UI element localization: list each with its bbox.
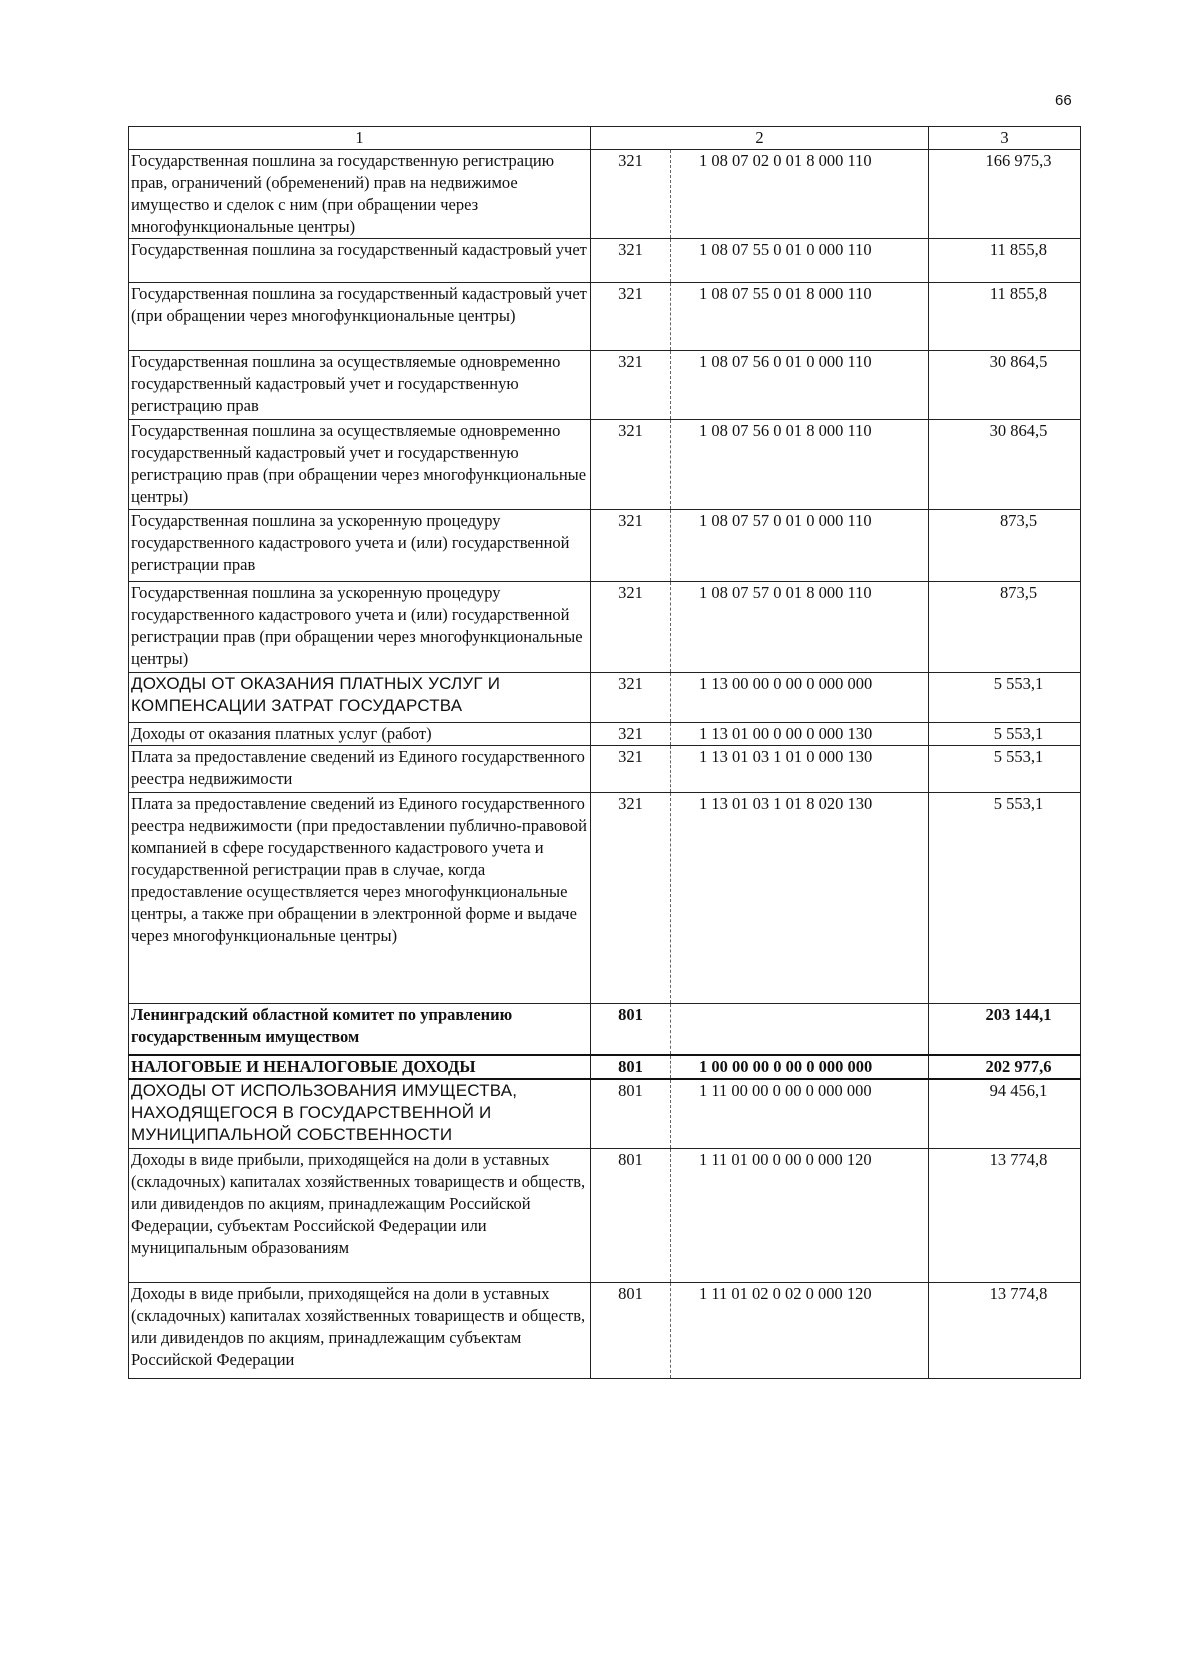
row-description: ДОХОДЫ ОТ ОКАЗАНИЯ ПЛАТНЫХ УСЛУГ И КОМПЕНСАЦИИ ЗАТРАТ ГОСУДАРСТВА [129,673,591,723]
row-admin-code: 321 [591,673,671,723]
row-admin-code: 321 [591,793,671,1004]
header-col-2: 2 [591,127,929,150]
row-amount: 13 774,8 [929,1149,1081,1283]
row-admin-code: 801 [591,1283,671,1379]
row-description: Государственная пошлина за ускоренную процедуру государственного кадастрового учета и (или) государственной регистрации прав (при обращении через многофункциональные центры) [129,582,591,673]
row-admin-code: 801 [591,1055,671,1079]
row-budget-code: 1 08 07 57 0 01 8 000 110 [671,582,929,673]
revenue-table [128,126,1081,1379]
row-amount: 202 977,6 [929,1055,1081,1079]
row-amount: 5 553,1 [929,746,1081,793]
row-budget-code: 1 00 00 00 0 00 0 000 000 [671,1055,929,1079]
table-row [129,1004,1081,1055]
row-admin-code: 321 [591,582,671,673]
row-description: Государственная пошлина за государственную регистрацию прав, ограничений (обременений) прав на недвижимое имущество и сделок с ним (при обращении через многофункциональные центры) [129,150,591,239]
row-description: Государственная пошлина за государственный кадастровый учет (при обращении через многофункциональные центры) [129,283,591,351]
table-row [129,1055,1081,1079]
table-row [129,582,1081,673]
table-row [129,673,1081,723]
row-budget-code [671,1004,929,1055]
row-description: Доходы от оказания платных услуг (работ) [129,723,591,746]
row-admin-code: 321 [591,420,671,510]
row-budget-code: 1 08 07 56 0 01 8 000 110 [671,420,929,510]
table-row [129,510,1081,582]
row-budget-code: 1 08 07 02 0 01 8 000 110 [671,150,929,239]
table-row [129,420,1081,510]
row-amount: 11 855,8 [929,283,1081,351]
row-budget-code: 1 08 07 57 0 01 0 000 110 [671,510,929,582]
row-admin-code: 321 [591,746,671,793]
row-admin-code: 321 [591,150,671,239]
row-amount: 203 144,1 [929,1004,1081,1055]
table-row [129,793,1081,1004]
row-amount: 94 456,1 [929,1079,1081,1149]
table-row [129,351,1081,420]
row-admin-code: 321 [591,239,671,283]
row-amount: 5 553,1 [929,793,1081,1004]
row-budget-code: 1 08 07 55 0 01 0 000 110 [671,239,929,283]
row-amount: 11 855,8 [929,239,1081,283]
table-row [129,1079,1081,1149]
row-description: Доходы в виде прибыли, приходящейся на доли в уставных (складочных) капиталах хозяйственных товариществ и обществ, или дивидендов по акциям, принадлежащим субъектам Российской Федерации [129,1283,591,1379]
row-budget-code: 1 13 01 03 1 01 0 000 130 [671,746,929,793]
header-col-1: 1 [129,127,591,150]
row-amount: 30 864,5 [929,351,1081,420]
row-admin-code: 321 [591,351,671,420]
row-amount: 5 553,1 [929,723,1081,746]
row-description: Плата за предоставление сведений из Единого государственного реестра недвижимости (при предоставлении публично-правовой компанией в сфере государственного кадастрового учета и государственной регистрации прав в случае, когда предоставление осуществляется через многофункциональные центры, а также при обращении в электронной форме и выдаче через многофункциональные центры) [129,793,591,1004]
table-row [129,1149,1081,1283]
row-description: ДОХОДЫ ОТ ИСПОЛЬЗОВАНИЯ ИМУЩЕСТВА, НАХОДЯЩЕГОСЯ В ГОСУДАРСТВЕННОЙ И МУНИЦИПАЛЬНОЙ СОБСТВЕННОСТИ [129,1079,591,1149]
row-amount: 873,5 [929,510,1081,582]
row-admin-code: 801 [591,1149,671,1283]
table-row [129,1283,1081,1379]
row-description: Государственная пошлина за ускоренную процедуру государственного кадастрового учета и (или) государственной регистрации прав [129,510,591,582]
row-admin-code: 321 [591,283,671,351]
row-amount: 873,5 [929,582,1081,673]
row-budget-code: 1 11 01 00 0 00 0 000 120 [671,1149,929,1283]
page-number: 66 [1055,92,1072,109]
row-budget-code: 1 08 07 56 0 01 0 000 110 [671,351,929,420]
row-admin-code: 801 [591,1079,671,1149]
row-description: Государственная пошлина за государственный кадастровый учет [129,239,591,283]
row-description: Государственная пошлина за осуществляемые одновременно государственный кадастровый учет и государственную регистрацию прав [129,351,591,420]
table-row [129,150,1081,239]
table-row [129,239,1081,283]
row-budget-code: 1 13 00 00 0 00 0 000 000 [671,673,929,723]
row-admin-code: 321 [591,723,671,746]
row-budget-code: 1 08 07 55 0 01 8 000 110 [671,283,929,351]
row-budget-code: 1 11 01 02 0 02 0 000 120 [671,1283,929,1379]
row-admin-code: 321 [591,510,671,582]
row-amount: 30 864,5 [929,420,1081,510]
row-amount: 5 553,1 [929,673,1081,723]
row-admin-code: 801 [591,1004,671,1055]
table-row [129,723,1081,746]
row-description: Плата за предоставление сведений из Единого государственного реестра недвижимости [129,746,591,793]
row-budget-code: 1 13 01 03 1 01 8 020 130 [671,793,929,1004]
table-row [129,746,1081,793]
row-description: Государственная пошлина за осуществляемые одновременно государственный кадастровый учет и государственную регистрацию прав (при обращении через многофункциональные центры) [129,420,591,510]
header-col-3: 3 [929,127,1081,150]
row-description: НАЛОГОВЫЕ И НЕНАЛОГОВЫЕ ДОХОДЫ [129,1055,591,1079]
table-row [129,283,1081,351]
row-description: Доходы в виде прибыли, приходящейся на доли в уставных (складочных) капиталах хозяйственных товариществ и обществ, или дивидендов по акциям, принадлежащим Российской Федерации, субъектам Российской Федерации или муниципальным образованиям [129,1149,591,1283]
row-budget-code: 1 11 00 00 0 00 0 000 000 [671,1079,929,1149]
row-budget-code: 1 13 01 00 0 00 0 000 130 [671,723,929,746]
row-amount: 166 975,3 [929,150,1081,239]
row-amount: 13 774,8 [929,1283,1081,1379]
row-description: Ленинградский областной комитет по управлению государственным имуществом [129,1004,591,1055]
table-header-row [129,127,1081,150]
